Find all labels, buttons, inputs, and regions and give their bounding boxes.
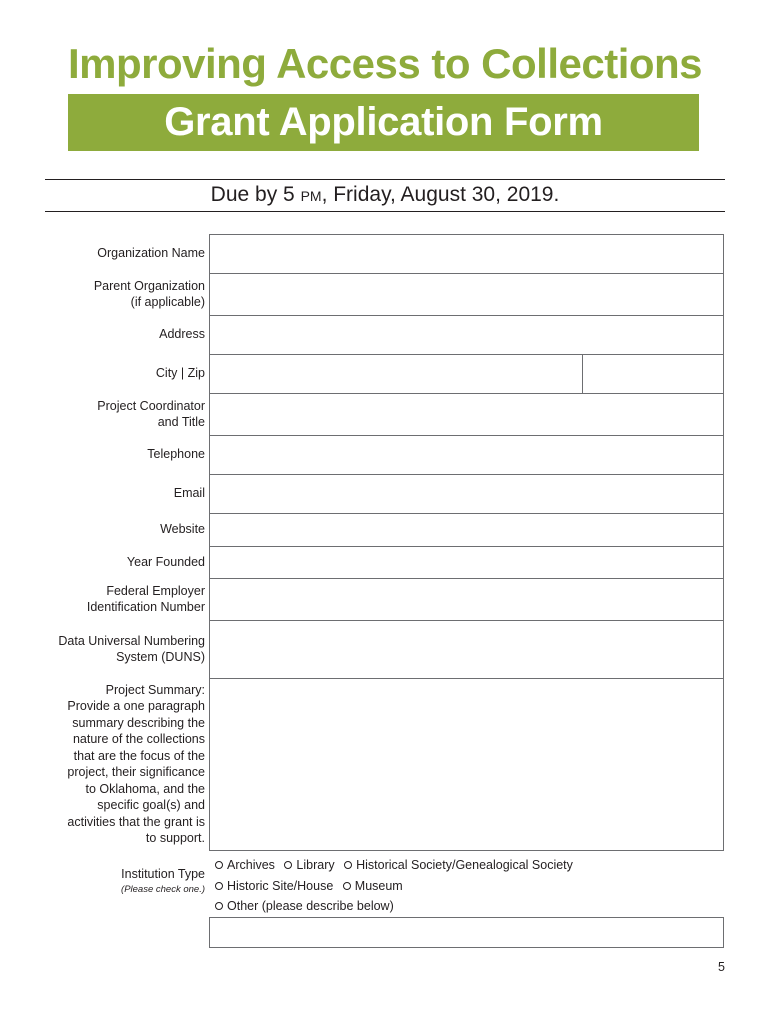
city-field[interactable]: [209, 354, 724, 393]
label-institution-type: [30, 866, 205, 900]
option-label: Library: [296, 858, 335, 872]
option-label: Archives: [227, 858, 275, 872]
option-label: Other (please describe below): [227, 899, 394, 913]
label-telephone: [30, 435, 205, 474]
option-archives[interactable]: [215, 855, 275, 876]
form-title-line2: Grant Application Form: [164, 100, 603, 144]
label-city-zip: [30, 354, 205, 393]
institution-type-options: [215, 855, 579, 917]
label-federal-employer-id: [30, 578, 205, 620]
federal-employer-id-field[interactable]: [209, 578, 724, 620]
label-project-coordinator: [30, 393, 205, 435]
due-rule-bottom: [45, 211, 725, 212]
option-label: Museum: [354, 878, 403, 893]
radio-circle-icon[interactable]: [215, 861, 223, 869]
due-pm: PM: [300, 188, 322, 204]
option-other[interactable]: [215, 896, 394, 917]
year-founded-field[interactable]: [209, 546, 724, 578]
parent-organization-field[interactable]: [209, 273, 724, 315]
options-row: [215, 855, 579, 876]
label-text: Project Coordinator and Title: [97, 398, 205, 429]
option-library[interactable]: [284, 855, 334, 876]
label-text: Parent Organization (if applicable): [93, 278, 205, 309]
email-field[interactable]: [209, 474, 724, 513]
radio-circle-icon[interactable]: [215, 882, 223, 890]
label-note: (Please check one.): [121, 883, 205, 895]
label-parent-organization: [30, 273, 205, 315]
option-label: Historic Site/House: [227, 878, 334, 893]
label-email: [30, 474, 205, 513]
organization-name-field[interactable]: [209, 234, 724, 273]
option-museum[interactable]: [343, 876, 403, 897]
label-duns: [30, 620, 205, 678]
label-website: [30, 513, 205, 546]
radio-circle-icon[interactable]: [344, 861, 352, 869]
label-text: Project Summary: Provide a one paragraph summary describing the nature of the collections that are the focus of the project, their significance to Oklahoma, and the specific goal(s) and activities that the grant is to support.: [67, 682, 205, 845]
page-number: 5: [718, 960, 725, 974]
options-row: [215, 876, 579, 897]
address-field[interactable]: [209, 315, 724, 354]
form-title-banner: [68, 94, 699, 151]
label-text: Federal Employer Identification Number: [86, 583, 205, 614]
duns-field[interactable]: [209, 620, 724, 678]
due-suffix: , Friday, August 30, 2019.: [321, 183, 560, 206]
label-text: Year Founded: [126, 554, 205, 569]
zip-field[interactable]: [582, 355, 583, 393]
due-rule-top: [45, 179, 725, 180]
label-text: Institution Type: [121, 867, 205, 881]
telephone-field[interactable]: [209, 435, 724, 474]
label-year-founded: [30, 546, 205, 578]
label-project-summary: [30, 678, 205, 850]
form-title-line1: Improving Access to Collections: [67, 40, 703, 87]
label-text: Email: [173, 486, 205, 501]
due-date: [0, 183, 770, 207]
options-row: [215, 896, 579, 917]
label-text: City | Zip: [155, 366, 205, 381]
option-historical-society[interactable]: [344, 855, 573, 876]
project-coordinator-field[interactable]: [209, 393, 724, 435]
option-historic-site[interactable]: [215, 876, 333, 897]
radio-circle-icon[interactable]: [343, 882, 351, 890]
website-field[interactable]: [209, 513, 724, 546]
radio-circle-icon[interactable]: [215, 902, 223, 910]
label-text: Website: [160, 522, 205, 537]
radio-circle-icon[interactable]: [284, 861, 292, 869]
due-prefix: Due by 5: [210, 183, 301, 206]
project-summary-field[interactable]: [209, 678, 724, 851]
label-organization-name: [30, 234, 205, 273]
label-text: Organization Name: [97, 246, 205, 261]
label-text: Address: [159, 327, 205, 342]
label-text: Telephone: [147, 447, 205, 462]
label-text: Data Universal Numbering System (DUNS): [58, 633, 205, 664]
label-address: [30, 315, 205, 354]
option-label: Historical Society/Genealogical Society: [356, 858, 573, 872]
other-description-field[interactable]: [209, 917, 724, 948]
